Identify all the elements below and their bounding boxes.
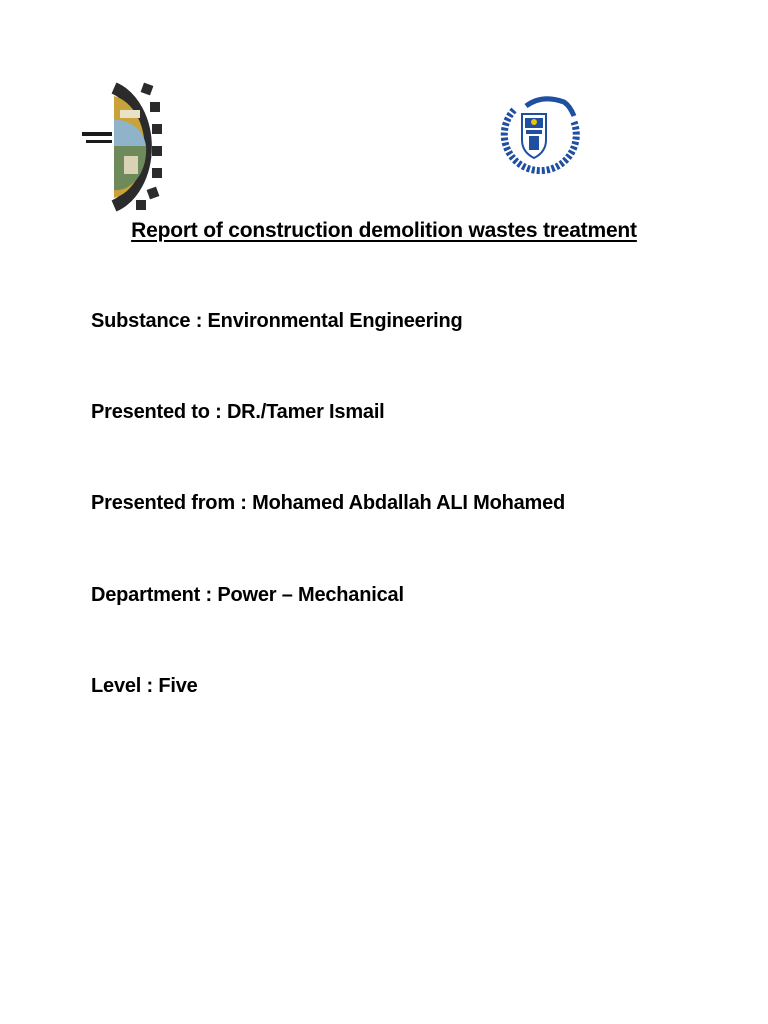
field-label: Department	[91, 584, 201, 606]
field-separator: :	[190, 310, 208, 332]
level-field	[91, 675, 198, 698]
field-label: Presented from	[91, 492, 235, 514]
field-value: Environmental Engineering	[207, 310, 463, 332]
field-separator: :	[234, 492, 253, 514]
university-logo	[496, 92, 582, 192]
field-separator: :	[200, 584, 218, 606]
field-label: Substance	[91, 310, 191, 332]
suez-canal-university-icon	[496, 92, 582, 192]
department-field	[91, 584, 404, 607]
field-label: Level	[91, 675, 142, 697]
report-title: Report of construction demolition wastes treatment	[131, 219, 637, 242]
field-value: Power – Mechanical	[217, 584, 404, 606]
presented-to-field	[91, 401, 385, 424]
field-label: Presented to	[91, 401, 210, 423]
presented-from-field	[91, 492, 565, 515]
faculty-gear-icon	[80, 80, 162, 212]
faculty-logo	[80, 80, 162, 212]
field-value: DR./Tamer Ismail	[226, 401, 385, 423]
substance-field	[91, 310, 463, 333]
field-separator: :	[141, 675, 159, 697]
field-separator: :	[209, 401, 227, 423]
field-value: Five	[158, 675, 198, 697]
field-value: Mohamed Abdallah ALI Mohamed	[252, 492, 566, 514]
